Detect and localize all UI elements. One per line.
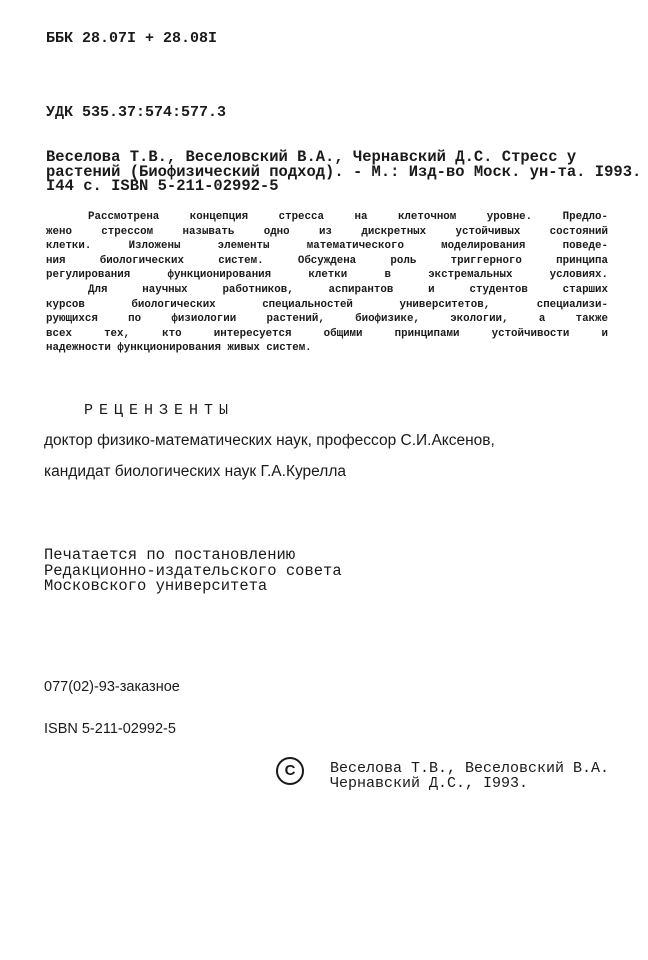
abstract-line: курсов биологических специальностей университетов, специализи- [46, 298, 608, 311]
print-notice-line: Редакционно-издательского совета [44, 561, 342, 580]
print-notice-line: Печатается по постановлению [44, 546, 296, 564]
bbk-code: ББК 28.07I + 28.08I [46, 30, 218, 47]
abstract-line: всех тех, кто интересуется общими принципами устойчивости и [46, 327, 608, 340]
abstract-line: регулирования функционирования клетки в экстремальных условиях. [46, 269, 608, 282]
copyright-line: Веселова Т.В., Веселовский В.А. [330, 760, 610, 777]
reviewers-heading: РЕЦЕНЗЕНТЫ [84, 402, 235, 419]
abstract [46, 210, 608, 356]
abstract-line: Для научных работников, аспирантов и студентов старших [88, 283, 608, 296]
reviewer-line: кандидат биологических наук Г.А.Курелла [44, 463, 346, 480]
bibliographic-line: растений (Биофизический подход). - М.: Изд-во Моск. ун-та. I993. [46, 162, 642, 181]
abstract-line: клетки. Изложены элементы математического моделирования поведе- [46, 240, 608, 253]
isbn: ISBN 5-211-02992-5 [44, 721, 176, 737]
abstract-line: Рассмотрена концепция стресса на клеточном уровне. Предло- [88, 211, 608, 223]
abstract-line: ния биологических систем. Обсуждена роль триггерного принципа [46, 254, 608, 267]
print-notice-line: Московского университета [44, 577, 268, 595]
abstract-line: жено стрессом называть одно из дискретных устойчивых состояний [46, 225, 608, 238]
order-code: 077(02)-93-заказное [44, 679, 180, 695]
reviewer-line: доктор физико-математических наук, профессор С.И.Аксенов, [44, 432, 495, 449]
bibliographic-line: I44 с. ISBN 5-211-02992-5 [46, 177, 279, 195]
abstract-line: надежности функционирования живых систем. [46, 342, 312, 355]
abstract-line: рующихся по физиологии растений, биофизике, экологии, а также [46, 313, 608, 326]
copyright-icon: С [276, 757, 304, 785]
copyright-holders [330, 761, 609, 791]
bibliographic-record [46, 148, 642, 195]
udk-code: УДК 535.37:574:577.3 [46, 104, 227, 121]
print-notice [44, 548, 342, 595]
copyright-line: Чернавский Д.С., I993. [330, 775, 529, 792]
bibliographic-line: Веселова Т.В., Веселовский В.А., Чернавский Д.С. Стресс у [46, 148, 577, 166]
